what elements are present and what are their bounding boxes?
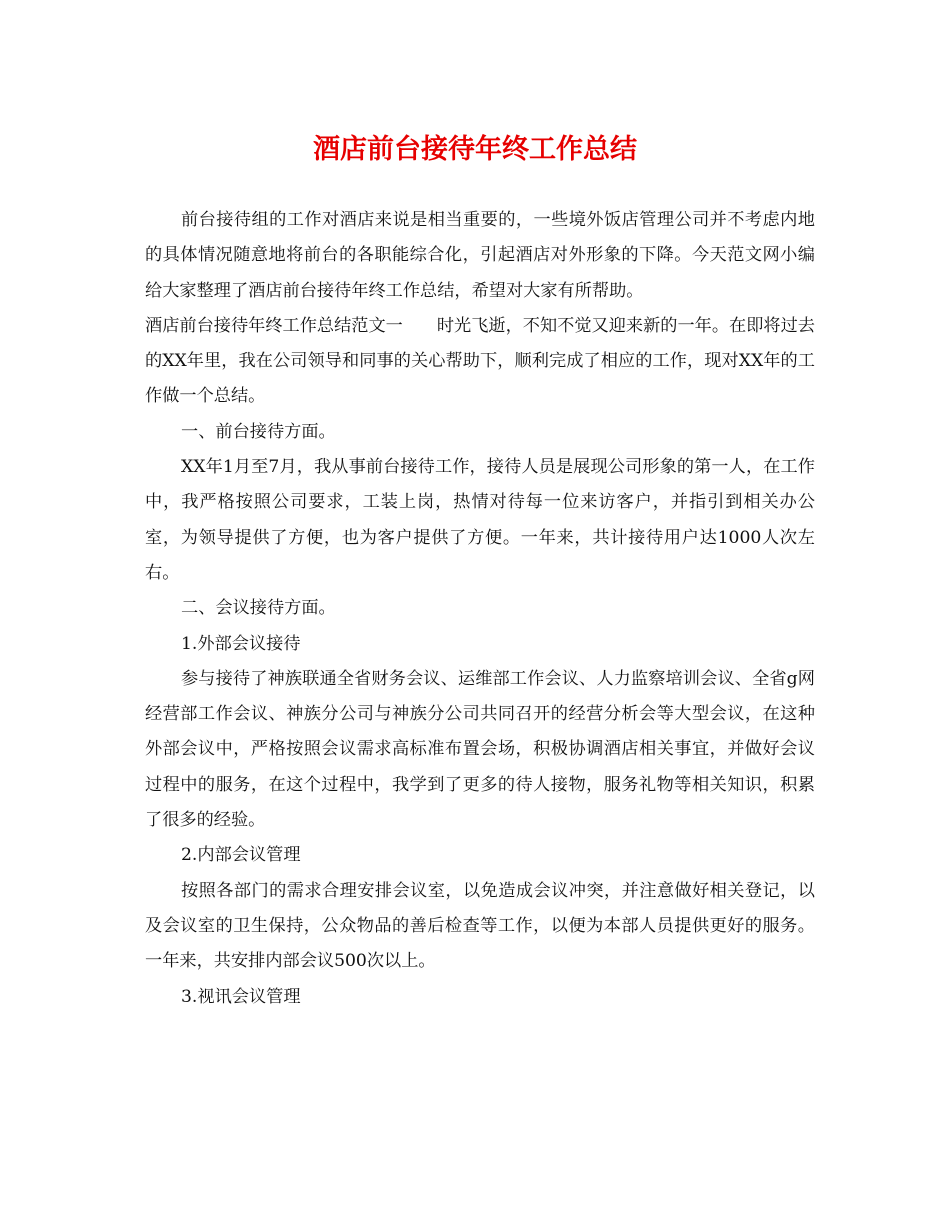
intro-paragraph: [145, 203, 815, 309]
section-heading-text: 二、会议接待方面。: [181, 598, 336, 619]
document-body: [145, 203, 815, 1015]
opening-text: 时光飞逝，不知不觉又迎来新的一年。在即将过去的XX年里，我在公司领导和同事的关心帮助下，顺利完成了相应的工作，现对XX年的工作做一个总结。: [145, 315, 815, 407]
subheading-text: 1.外部会议接待: [181, 633, 301, 654]
sample-heading-paragraph: [145, 309, 815, 415]
intro-text: 前台接待组的工作对酒店来说是相当重要的，一些境外饭店管理公司并不考虑内地的具体情况随意地将前台的各职能综合化，引起酒店对外形象的下降。今天范文网小编给大家整理了酒店前台接待年终工作总结，希望对大家有所帮助。: [145, 210, 815, 301]
section-heading-meetings: [145, 591, 815, 626]
subheading-text: 3.视讯会议管理: [181, 986, 301, 1007]
sample-heading: 酒店前台接待年终工作总结范文一: [145, 315, 403, 336]
reception-text: XX年1月至7月，我从事前台接待工作，接待人员是展现公司形象的第一人，在工作中，我严格按照公司要求，工装上岗，热情对待每一位来访客户，并指引到相关办公室，为领导提供了方便，也为客户提供了方便。一年来，共计接待用户达1000人次左右。: [145, 457, 815, 583]
subheading-text: 2.内部会议管理: [181, 845, 301, 866]
section-heading-reception: [145, 415, 815, 450]
subheading-external-meetings: [145, 627, 815, 662]
internal-meetings-paragraph: [145, 874, 815, 980]
external-meetings-text: 参与接待了神族联通全省财务会议、运维部工作会议、人力监察培训会议、全省g网经营部工作会议、神族分公司与神族分公司共同召开的经营分析会等大型会议，在这种外部会议中，严格按照会议需求高标准布置会场，积极协调酒店相关事宜，并做好会议过程中的服务，在这个过程中，我学到了更多的待人接物，服务礼物等相关知识，积累了很多的经验。: [145, 668, 815, 831]
internal-meetings-text: 按照各部门的需求合理安排会议室，以免造成会议冲突，并注意做好相关登记，以及会议室的卫生保持，公众物品的善后检查等工作，以便为本部人员提供更好的服务。一年来，共安排内部会议500次以上。: [145, 880, 815, 972]
section-heading-text: 一、前台接待方面。: [181, 421, 336, 442]
reception-paragraph: [145, 450, 815, 591]
document-title: 酒店前台接待年终工作总结: [313, 134, 637, 165]
external-meetings-paragraph: [145, 662, 815, 838]
subheading-internal-meetings: [145, 838, 815, 873]
subheading-video-meetings: [145, 980, 815, 1015]
